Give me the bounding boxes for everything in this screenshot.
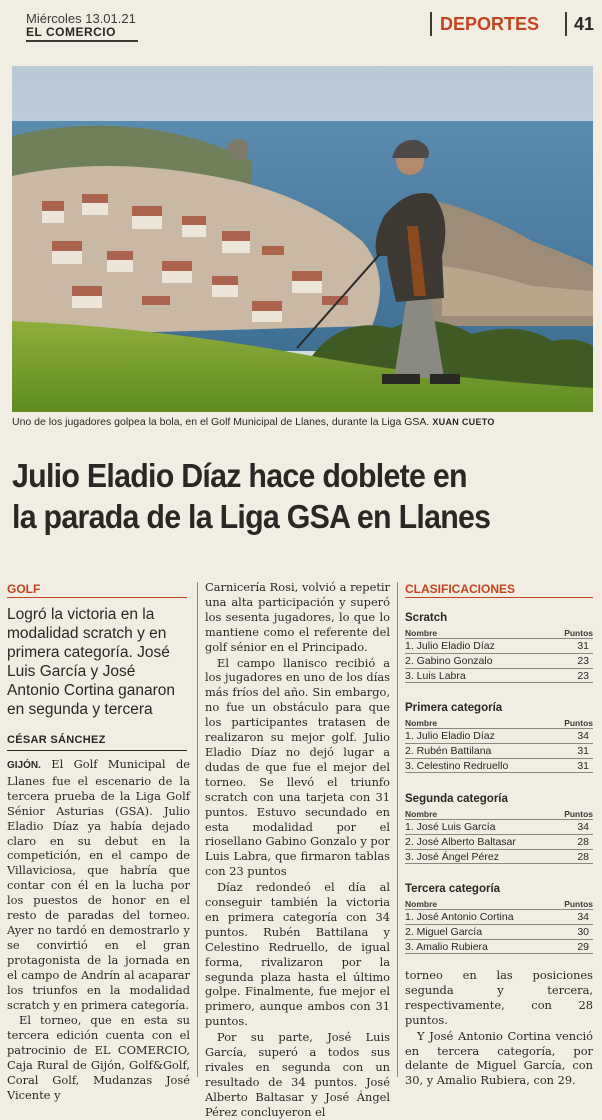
table-row [405, 909, 593, 924]
header-points: Puntos [564, 628, 593, 638]
table-title: Tercera categoría [405, 883, 501, 895]
header-points: Puntos [564, 899, 593, 909]
column-rule [397, 582, 398, 1077]
table-row [405, 924, 593, 939]
article-column-2 [205, 580, 390, 1120]
classification-table-tercera [405, 883, 593, 954]
classification-table-segunda [405, 793, 593, 864]
header-name: Nombre [405, 628, 438, 638]
player-points: 31 [577, 640, 589, 652]
player-points: 30 [577, 926, 589, 938]
paragraph: Díaz redondeó el día al conseguir también la victoria en primera categoría con 34 puntos. Rubén Battilana y Celestino Redruello, de igual forma, rivalizaron por la segunda plaza hasta el último golpe. Finalmente, fue mejor el primero, aunque ambos con 31 puntos. [205, 880, 390, 1029]
classification-table-scratch [405, 612, 593, 683]
headline-line-2: la parada de la Liga GSA en Llanes [12, 498, 491, 535]
paragraph: El torneo, que en esta su tercera edición cuenta con el patrocinio de EL COMERCIO, Caja Rural de Gijón, Golf&Golf, Coral Golf, Mudanzas José Vicente y [7, 1013, 190, 1102]
player-name: 1. Julio Eladio Díaz [405, 640, 495, 652]
table-header [405, 899, 593, 909]
byline-rule [7, 750, 187, 751]
headline [12, 455, 550, 537]
player-name: 1. Julio Eladio Díaz [405, 730, 495, 742]
table-row [405, 668, 593, 683]
table-row [405, 939, 593, 954]
article-photo [12, 66, 593, 412]
player-points: 34 [577, 730, 589, 742]
header-name: Nombre [405, 899, 438, 909]
caption-text: Uno de los jugadores golpea la bola, en el Golf Municipal de Llanes, durante la Liga GSA. [12, 416, 430, 428]
player-points: 34 [577, 821, 589, 833]
table-title: Segunda categoría [405, 793, 508, 805]
paragraph: El campo llanisco recibió a los jugadores en uno de los días más fríos del año. Sin embargo, no fue un obstáculo para que los participantes tratasen de realizaron su mejor golf. Julio Eladio Díaz no dejó lugar a dudas de que fue el mejor del torneo. Se llevó el triunfo scratch con una tarjeta con 31 puntos. Estuvo secundado en esta modalidad por el riosellano Gabino Gonzalo y por Luis Labra, que firmaron tablas con 23 puntos [205, 655, 390, 879]
player-points: 28 [577, 836, 589, 848]
photo-caption [12, 416, 602, 428]
golfer-photo-illustration [12, 66, 593, 412]
header-name: Nombre [405, 809, 438, 819]
table-row [405, 728, 593, 743]
table-header [405, 628, 593, 638]
table-row [405, 653, 593, 668]
section-kicker: GOLF [7, 582, 41, 596]
player-points: 23 [577, 670, 589, 682]
masthead [0, 0, 600, 44]
player-name: 2. Miguel García [405, 926, 483, 938]
newspaper-name: EL COMERCIO [26, 25, 116, 39]
table-title: Primera categoría [405, 702, 503, 714]
player-name: 2. José Alberto Baltasar [405, 836, 516, 848]
player-points: 34 [577, 911, 589, 923]
player-points: 23 [577, 655, 589, 667]
player-name: 1. José Luis García [405, 821, 496, 833]
header-points: Puntos [564, 809, 593, 819]
dateline: GIJÓN. [7, 760, 41, 771]
table-header [405, 809, 593, 819]
table-row [405, 834, 593, 849]
player-name: 1. José Antonio Cortina [405, 911, 514, 923]
table-header [405, 718, 593, 728]
table-row [405, 743, 593, 758]
article-subhead: Logró la victoria en la modalidad scratch y en primera categoría. José Luis García y José Antonio Cortina ganaron en segunda y tercera [7, 606, 176, 718]
paragraph-text: El Golf Municipal de Llanes fue el escenario de la tercera prueba de la Liga Golf Sénior Asturias (GSA). Julio Eladio Díaz ya había dejado claro en su debut en la competición, en el campo de Villaviciosa, que habría que contar con él en la lucha por los puestos de honor en el resto de paradas del torneo. Ayer no tardó en demostrarlo y se convirtió en el gran protagonista de la jornada en el campo de Andrín al acaparar los triunfos en la modalidad scratch y en primera categoría. [7, 757, 190, 1012]
classifications-rule [405, 597, 593, 598]
column-rule [197, 582, 198, 1077]
player-name: 2. Rubén Battilana [405, 745, 492, 757]
table-row [405, 849, 593, 864]
player-points: 28 [577, 851, 589, 863]
paragraph: Y José Antonio Cortina venció en tercera categoría, por delante de Miguel García, con 30, y Amalio Rubiera, con 29. [405, 1028, 593, 1088]
classification-table-primera [405, 702, 593, 773]
table-row [405, 819, 593, 834]
page-divider [565, 12, 567, 36]
article-column-3 [405, 968, 593, 1088]
photo-credit: XUAN CUETO [432, 417, 495, 427]
player-points: 29 [577, 941, 589, 953]
player-name: 3. Luis Labra [405, 670, 466, 682]
headline-line-1: Julio Eladio Díaz hace doblete en [12, 457, 467, 494]
header-points: Puntos [564, 718, 593, 728]
classifications-heading: CLASIFICACIONES [405, 582, 516, 596]
table-row [405, 638, 593, 653]
player-points: 31 [577, 760, 589, 772]
paragraph: Por su parte, José Luis García, superó a todos sus rivales en segunda con un resultado de 34 puntos. José Alberto Baltasar y José Ángel Pérez concluyeron el [205, 1030, 390, 1119]
article-column-1 [7, 757, 190, 1103]
player-points: 31 [577, 745, 589, 757]
issue-date: Miércoles 13.01.21 [26, 11, 136, 26]
byline: CÉSAR SÁNCHEZ [7, 734, 106, 746]
header-name: Nombre [405, 718, 438, 728]
paragraph [7, 757, 190, 1012]
section-divider [430, 12, 432, 36]
kicker-rule [7, 597, 187, 598]
section-name: DEPORTES [440, 14, 540, 34]
player-name: 3. Amalio Rubiera [405, 941, 488, 953]
player-name: 3. José Ángel Pérez [405, 851, 499, 863]
paragraph: Carnicería Rosi, volvió a repetir una alta participación y superó los sesenta jugadores, lo que lo mantiene como el referente del golf sénior en el Principado. [205, 580, 390, 654]
page-number: 41 [574, 14, 595, 34]
masthead-rule [26, 40, 138, 42]
player-name: 2. Gabino Gonzalo [405, 655, 493, 667]
paragraph: torneo en las posiciones segunda y tercera, respectivamente, con 28 puntos. [405, 968, 593, 1027]
table-title: Scratch [405, 612, 448, 624]
player-name: 3. Celestino Redruello [405, 760, 509, 772]
table-row [405, 758, 593, 773]
